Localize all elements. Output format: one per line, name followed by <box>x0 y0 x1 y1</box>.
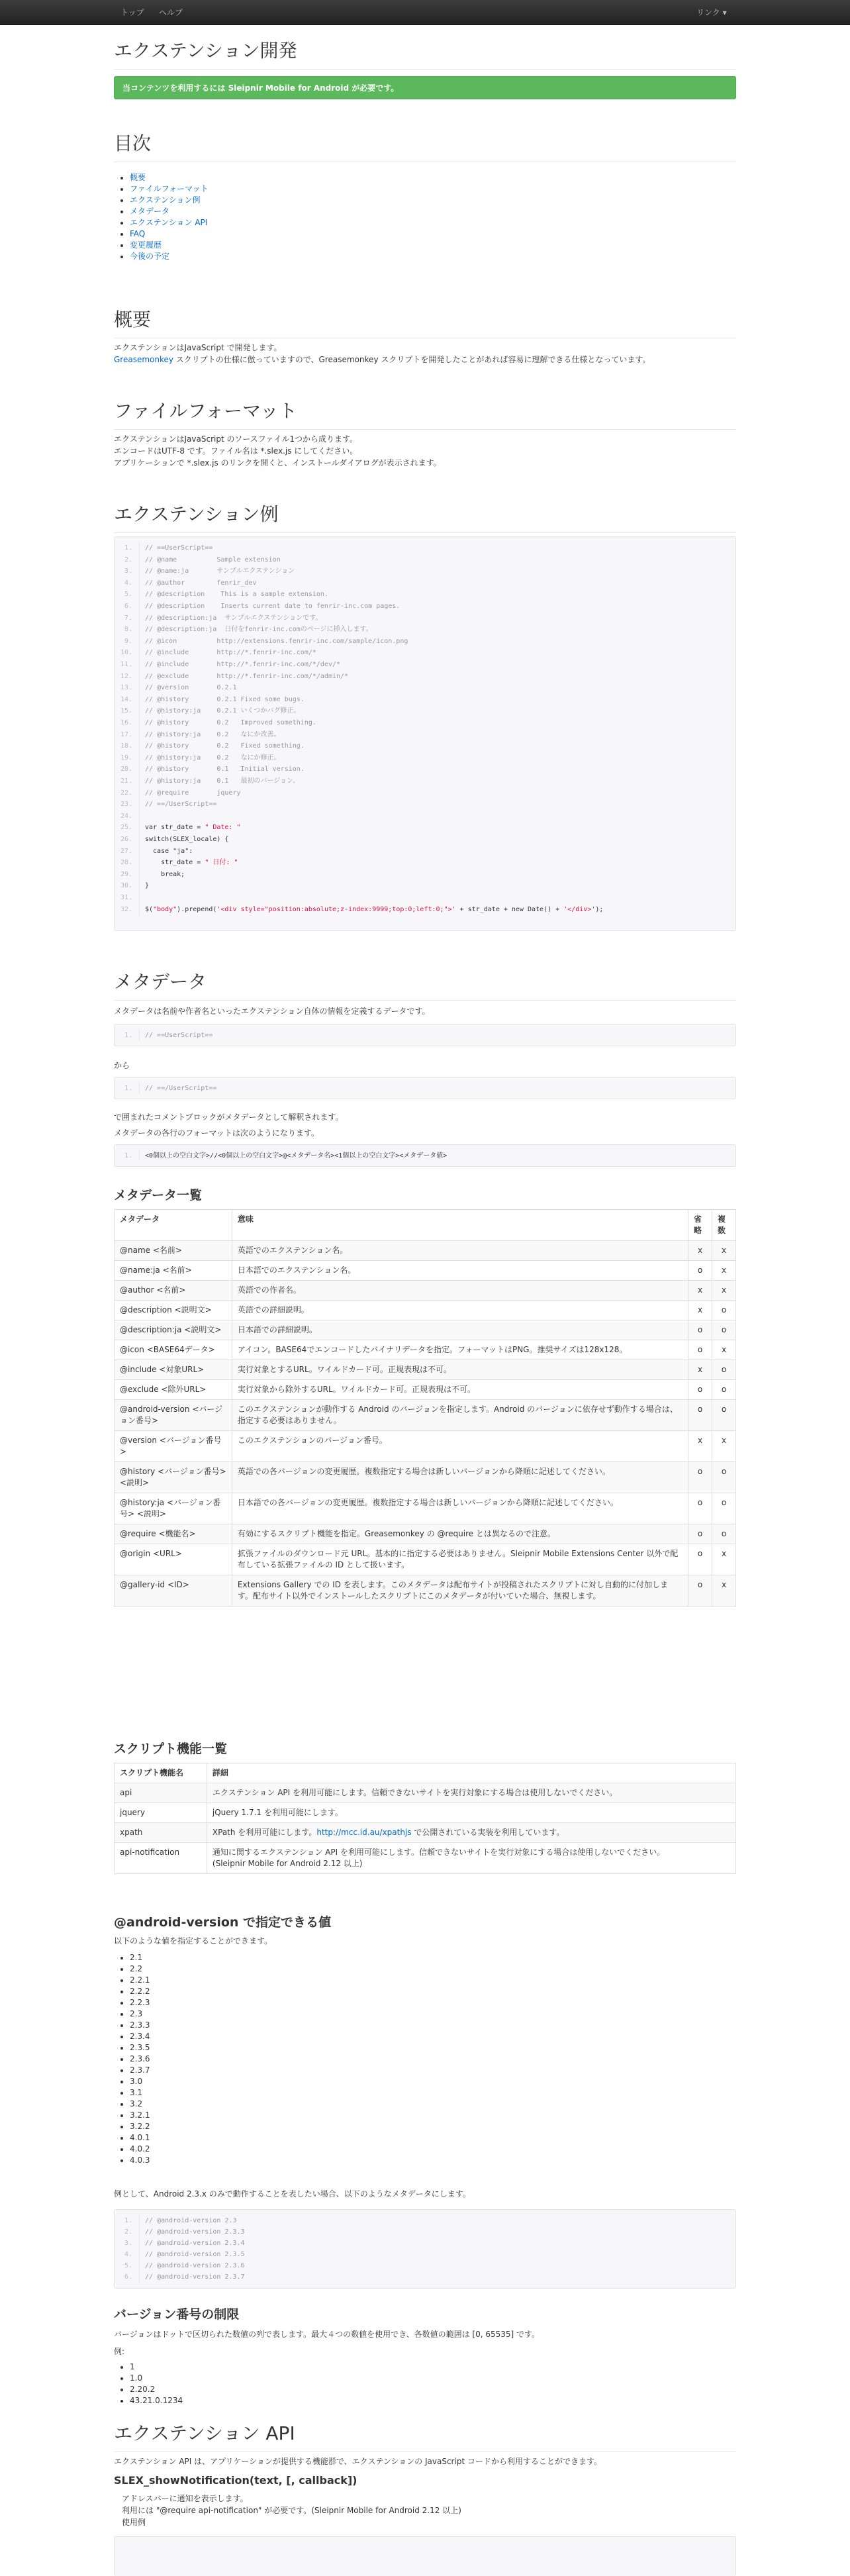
table-row <box>115 1431 736 1462</box>
code-line: 30. } <box>115 880 735 891</box>
meta-multiple-cell: o <box>712 1524 735 1544</box>
meta-meaning-cell: 英語でのエクステンション名。 <box>232 1241 688 1261</box>
meta-list-heading: メタデータ一覧 <box>114 1188 203 1203</box>
table-row <box>115 1340 736 1360</box>
api-usage-label: 使用例 <box>122 2518 146 2527</box>
script-list-table <box>114 1763 736 1874</box>
list-item: • 2.3.3 <box>130 2020 262 2031</box>
list-item: • 3.2.1 <box>130 2110 262 2121</box>
meta-optional-cell: o <box>688 1493 712 1524</box>
code-line: 31. <box>115 892 735 903</box>
overview-heading: 概要 <box>114 309 736 338</box>
code-line: 9. // @icon http://extensions.fenrir-inc.com/sample/icon.png <box>115 636 735 647</box>
meta-meaning-cell: このエクステンションが動作する Android のバージョンを指定します。Android のバージョンに依存せず動作する場合は、指定する必要はありません。 <box>232 1400 688 1431</box>
version-limit-heading: バージョン番号の制限 <box>114 2307 240 2322</box>
table-row <box>115 1241 736 1261</box>
table-row <box>115 1281 736 1301</box>
meta-name-cell: @description <説明文> <box>115 1301 232 1320</box>
toc-list <box>130 172 328 262</box>
list-item: • 2.2 <box>130 1963 262 1975</box>
meta-optional-cell: o <box>688 1462 712 1493</box>
meta-multiple-cell: x <box>712 1544 735 1575</box>
code-line: 28. str_date = " 日付: " <box>115 857 735 868</box>
toc-item[interactable]: • FAQ <box>130 228 328 240</box>
toc-item[interactable]: • ファイルフォーマット <box>130 183 328 195</box>
meta-multiple-cell: x <box>712 1340 735 1360</box>
code-line: 29. break; <box>115 869 735 880</box>
meta-name-cell: @origin <URL> <box>115 1544 232 1575</box>
code-line: 26. switch(SLEX_locale) { <box>115 834 735 845</box>
list-item: • 3.2.2 <box>130 2121 262 2132</box>
meta-multiple-cell: x <box>712 1241 735 1261</box>
list-item: • 43.21.0.1234 <box>130 2395 262 2406</box>
meta-col-header: メタデータ <box>115 1210 232 1241</box>
list-item: • 2.3.4 <box>130 2031 262 2042</box>
android-version-code <box>114 2209 736 2289</box>
script-col-header: スクリプト機能名 <box>115 1763 207 1783</box>
meta-meaning-cell: Extensions Gallery での ID を表します。このメタデータは配布サイトが投稿されたスクリプトに対し自動的に付加します。配布サイト以外でインストールしたスクリプトにこのメタデータが付いていた場合、無視します。 <box>232 1575 688 1607</box>
code-line: 20. // @history 0.1 Initial version. <box>115 764 735 775</box>
list-item: • 4.0.3 <box>130 2155 262 2166</box>
code-line: 19. // @history:ja 0.2 なにか修正。 <box>115 752 735 764</box>
meta-meaning-cell: 有効にするスクリプト機能を指定。Greasemonkey の @require とは異なるので注意。 <box>232 1524 688 1544</box>
list-item: • 2.3.7 <box>130 2065 262 2076</box>
format-text: エクステンションはJavaScript のソースファイル1つから成ります。 エンコードはUTF-8 です。ファイル名は *.slex.js にしてください。 アプリケーションで *.slex.js のリンクを開くと、インストールダイアログが表示されます。 <box>114 434 442 468</box>
toc-item[interactable]: • 概要 <box>130 172 328 183</box>
android-version-intro: 以下のような値を指定することができます。 <box>114 1936 273 1946</box>
meta-name-cell: @description:ja <説明文> <box>115 1320 232 1340</box>
meta-name-cell: @gallery-id <ID> <box>115 1575 232 1607</box>
code-line: 32. $("body").prepend('<div style="position:absolute;z-index:9999;top:0;left:0;">' + str_date + new Date() + '</div>'); <box>115 904 735 915</box>
meta-name-cell: @name <名前> <box>115 1241 232 1261</box>
meta-optional-cell: o <box>688 1575 712 1607</box>
code-line: 22. // @require jquery <box>115 787 735 799</box>
api-usage-code <box>114 2536 736 2576</box>
code-line: 12. // @exclude http://*.fenrir-inc.com/*/admin/* <box>115 671 735 682</box>
meta-name-cell: @require <機能名> <box>115 1524 232 1544</box>
list-item: • 4.0.1 <box>130 2132 262 2144</box>
api-intro: エクステンション API は、アプリケーションが提供する機能群で、エクステンションの JavaScript コードから利用することができます。 <box>114 2457 602 2466</box>
meta-name-cell: @android-version <バージョン番号> <box>115 1400 232 1431</box>
meta-col-header: 複数 <box>712 1210 735 1241</box>
toc-item[interactable]: • メタデータ <box>130 206 328 217</box>
code-line: 15. // @history:ja 0.2.1 いくつかバグ修正。 <box>115 705 735 717</box>
list-item: • 2.2.3 <box>130 1997 262 2008</box>
requirement-alert: 当コンテンツを利用するには Sleipnir Mobile for Android が必要です。 <box>114 76 736 99</box>
top-navbar <box>0 0 850 25</box>
script-list-heading: スクリプト機能一覧 <box>114 1742 228 1756</box>
api-heading: エクステンション API <box>114 2422 736 2452</box>
code-line: 1. // ==UserScript== <box>115 542 735 554</box>
toc-item[interactable]: • 今後の予定 <box>130 251 328 262</box>
meta-col-header: 意味 <box>232 1210 688 1241</box>
table-row <box>115 1360 736 1380</box>
meta-col-header: 省略 <box>688 1210 712 1241</box>
meta-multiple-cell: o <box>712 1360 735 1380</box>
metadata-intro: メタデータは名前や作者名といったエクステンション自体の情報を定義するデータです。 <box>114 1007 430 1016</box>
meta-name-cell: @icon <BASE64データ> <box>115 1340 232 1360</box>
meta-list-table <box>114 1209 736 1607</box>
code-line: 2. // @name Sample extension <box>115 554 735 566</box>
list-item: • 2.3.6 <box>130 2054 262 2065</box>
meta-multiple-cell: x <box>712 1281 735 1301</box>
meta-multiple-cell: o <box>712 1462 735 1493</box>
code-line: 3. // @name:ja サンプルエクステンション <box>115 566 735 577</box>
table-row <box>115 1301 736 1320</box>
code-line: 25. var str_date = " Date: " <box>115 822 735 833</box>
meta-multiple-cell: x <box>712 1261 735 1281</box>
meta-optional-cell: x <box>688 1301 712 1320</box>
meta-meaning-cell: 日本語での各バージョンの変更履歴。複数指定する場合は新しいバージョンから降順に記述してください。 <box>232 1493 688 1524</box>
meta-multiple-cell: o <box>712 1400 735 1431</box>
meta-name-cell: @exclude <除外URL> <box>115 1380 232 1400</box>
overview-text: エクステンションはJavaScript で開発します。 Greasemonkey スクリプトの仕様に倣っていますので、Greasemonkey スクリプトを開発したことがあれば容易に理解できる仕様となっています。 <box>114 343 651 364</box>
metadata-code-end: 1. // ==/UserScript== <box>114 1077 736 1099</box>
code-line: 23. // ==/UserScript== <box>115 799 735 810</box>
code-line: 27. case "ja": <box>115 846 735 857</box>
meta-meaning-cell: 実行対象から除外するURL。ワイルドカード可。正規表現は不可。 <box>232 1380 688 1400</box>
version-limit-desc: バージョンはドットで区切られた数値の列で表します。最大４つの数値を使用でき、各数値の範囲は [0, 65535] です。 <box>114 2330 540 2339</box>
nav-dropdown-links[interactable]: リンク ▾ <box>696 8 727 17</box>
nav-link-help[interactable]: ヘルプ <box>159 8 183 17</box>
table-row <box>115 1400 736 1431</box>
meta-optional-cell: o <box>688 1340 712 1360</box>
version-example-list <box>130 2361 262 2406</box>
table-row <box>115 1524 736 1544</box>
table-row: api エクステンション API を利用可能にします。信頼できないサイトを実行対象にする場合は使用しないでください。 <box>115 1783 736 1803</box>
list-item: • 2.3 <box>130 2008 262 2020</box>
code-line: 21. // @history:ja 0.1 最初のバージョン。 <box>115 775 735 787</box>
metadata-format-code: 1. <0個以上の空白文字>//<0個以上の空白文字>@<メタデータ名><1個以上の空白文字><メタデータ値> <box>114 1144 736 1167</box>
list-item: • 2.20.2 <box>130 2384 262 2395</box>
meta-meaning-cell: 英語での各バージョンの変更履歴。複数指定する場合は新しいバージョンから降順に記述してください。 <box>232 1462 688 1493</box>
code-line: 6. // @description Inserts current date to fenrir-inc.com pages. <box>115 601 735 612</box>
meta-meaning-cell: 日本語でのエクステンション名。 <box>232 1261 688 1281</box>
meta-multiple-cell: x <box>712 1431 735 1462</box>
meta-optional-cell: o <box>688 1544 712 1575</box>
meta-optional-cell: o <box>688 1380 712 1400</box>
code-line: 4. // @android-version 2.3.5 <box>115 2249 735 2260</box>
table-row: jquery jQuery 1.7.1 を利用可能にします。 <box>115 1803 736 1823</box>
meta-optional-cell: x <box>688 1241 712 1261</box>
metadata-from: から <box>114 1061 130 1070</box>
meta-multiple-cell: o <box>712 1493 735 1524</box>
meta-name-cell: @author <名前> <box>115 1281 232 1301</box>
meta-meaning-cell: 英語での詳細説明。 <box>232 1301 688 1320</box>
code-line: 10. // @include http://*.fenrir-inc.com/* <box>115 647 735 658</box>
meta-name-cell: @history <バージョン番号> <説明> <box>115 1462 232 1493</box>
list-item: • 1 <box>130 2361 262 2373</box>
list-item: • 2.3.5 <box>130 2042 262 2054</box>
code-line: 14. // @history 0.2.1 Fixed some bugs. <box>115 694 735 705</box>
metadata-heading: メタデータ <box>114 971 736 1001</box>
code-line: 4. // @author fenrir_dev <box>115 577 735 589</box>
list-item: • 2.2.2 <box>130 1986 262 1997</box>
table-row <box>115 1380 736 1400</box>
meta-meaning-cell: アイコン。BASE64でエンコードしたバイナリデータを指定。フォーマットはPNG。推奨サイズは128x128。 <box>232 1340 688 1360</box>
metadata-code-start: 1. // ==UserScript== <box>114 1024 736 1046</box>
table-row <box>115 1493 736 1524</box>
example-code-block <box>114 536 736 931</box>
code-line: 13. // @version 0.2.1 <box>115 682 735 693</box>
android-version-heading: @android-version で指定できる値 <box>114 1915 332 1930</box>
list-item: • 3.2 <box>130 2099 262 2110</box>
code-line: 5. // @android-version 2.3.6 <box>115 2260 735 2271</box>
code-line: 5. // @description This is a sample extension. <box>115 589 735 600</box>
xpath-link[interactable]: http://mcc.id.au/xpathjs <box>316 1828 412 1837</box>
metadata-format-intro: メタデータの各行のフォーマットは次のようになります。 <box>114 1128 319 1138</box>
meta-optional-cell: x <box>688 1281 712 1301</box>
meta-meaning-cell: 拡張ファイルのダウンロード元 URL。基本的に指定する必要はありません。Sleipnir Mobile Extensions Center 以外で配布している拡張ファイルの ID として扱います。 <box>232 1544 688 1575</box>
meta-multiple-cell: o <box>712 1320 735 1340</box>
table-row <box>115 1261 736 1281</box>
meta-optional-cell: o <box>688 1400 712 1431</box>
code-line: 24. <box>115 811 735 822</box>
script-col-header: 詳細 <box>207 1763 735 1783</box>
list-item: • 3.0 <box>130 2076 262 2087</box>
android-version-example-intro: 例として、Android 2.3.x のみで動作することを表したい場合、以下のようなメタデータにします。 <box>114 2189 471 2199</box>
toc-item[interactable]: • エクステンション例 <box>130 195 328 206</box>
metadata-enclosed: で囲まれたコメントブロックがメタデータとして解釈されます。 <box>114 1113 344 1122</box>
toc-item[interactable]: • エクステンション API <box>130 217 328 228</box>
meta-meaning-cell: 実行対象とするURL。ワイルドカード可。正規表現は不可。 <box>232 1360 688 1380</box>
android-version-list <box>130 1952 262 2166</box>
nav-link-top[interactable]: トップ <box>120 8 144 17</box>
meta-optional-cell: o <box>688 1320 712 1340</box>
table-row <box>115 1462 736 1493</box>
table-row <box>115 1575 736 1607</box>
toc-item[interactable]: • 変更履歴 <box>130 240 328 251</box>
meta-multiple-cell: o <box>712 1380 735 1400</box>
meta-meaning-cell: 英語での作者名。 <box>232 1281 688 1301</box>
list-item: • 2.2.1 <box>130 1975 262 1986</box>
meta-multiple-cell: x <box>712 1575 735 1607</box>
meta-meaning-cell: このエクステンションのバージョン番号。 <box>232 1431 688 1462</box>
code-line: 8. // @description:ja 日付をfenrir-inc.comのページに挿入します。 <box>115 624 735 635</box>
list-item: • 2.1 <box>130 1952 262 1963</box>
meta-name-cell: @name:ja <名前> <box>115 1261 232 1281</box>
meta-optional-cell: x <box>688 1431 712 1462</box>
toc-heading: 目次 <box>114 132 736 162</box>
api-function-desc: アドレスバーに通知を表示します。 利用には "@require api-notification" が必要です。(Sleipnir Mobile for Android 2.12 以上) 使用例 <box>122 2493 731 2528</box>
table-row <box>115 1544 736 1575</box>
code-line: 1. // @android-version 2.3 <box>115 2215 735 2226</box>
version-limit-example-label: 例: <box>114 2347 125 2356</box>
list-item: • 3.1 <box>130 2087 262 2099</box>
code-line: 2. // @android-version 2.3.3 <box>115 2226 735 2238</box>
meta-multiple-cell: o <box>712 1301 735 1320</box>
code-line: 17. // @history:ja 0.2 なにか改善。 <box>115 729 735 740</box>
meta-name-cell: @include <対象URL> <box>115 1360 232 1380</box>
meta-optional-cell: o <box>688 1524 712 1544</box>
meta-name-cell: @history:ja <バージョン番号> <説明> <box>115 1493 232 1524</box>
table-row: api-notification 通知に関するエクステンション API を利用可能にします。信頼できないサイトを実行対象にする場合は使用しないでください。 (Sleipnir Mobile for Android 2.12 以上) <box>115 1843 736 1874</box>
api-function-title: SLEX_showNotification(text, [, callback]) <box>114 2474 357 2487</box>
meta-name-cell: @version <バージョン番号> <box>115 1431 232 1462</box>
code-line: 16. // @history 0.2 Improved something. <box>115 717 735 728</box>
code-line: 7. // @description:ja サンプルエクステンションです。 <box>115 613 735 624</box>
code-line: 6. // @android-version 2.3.7 <box>115 2271 735 2283</box>
code-line: 3. // @android-version 2.3.4 <box>115 2238 735 2249</box>
greasemonkey-link[interactable]: Greasemonkey <box>114 355 173 364</box>
example-heading: エクステンション例 <box>114 503 736 533</box>
code-line: 18. // @history 0.2 Fixed something. <box>115 740 735 752</box>
meta-optional-cell: o <box>688 1261 712 1281</box>
table-row: xpath XPath を利用可能にします。http://mcc.id.au/xpathjs で公開されている実装を利用しています。 <box>115 1823 736 1843</box>
table-row <box>115 1320 736 1340</box>
code-line: 11. // @include http://*.fenrir-inc.com/*/dev/* <box>115 659 735 670</box>
page-title: エクステンション開発 <box>114 40 736 70</box>
format-heading: ファイルフォーマット <box>114 400 736 430</box>
list-item: • 4.0.2 <box>130 2144 262 2155</box>
meta-meaning-cell: 日本語での詳細説明。 <box>232 1320 688 1340</box>
meta-optional-cell: x <box>688 1360 712 1380</box>
list-item: • 1.0 <box>130 2373 262 2384</box>
